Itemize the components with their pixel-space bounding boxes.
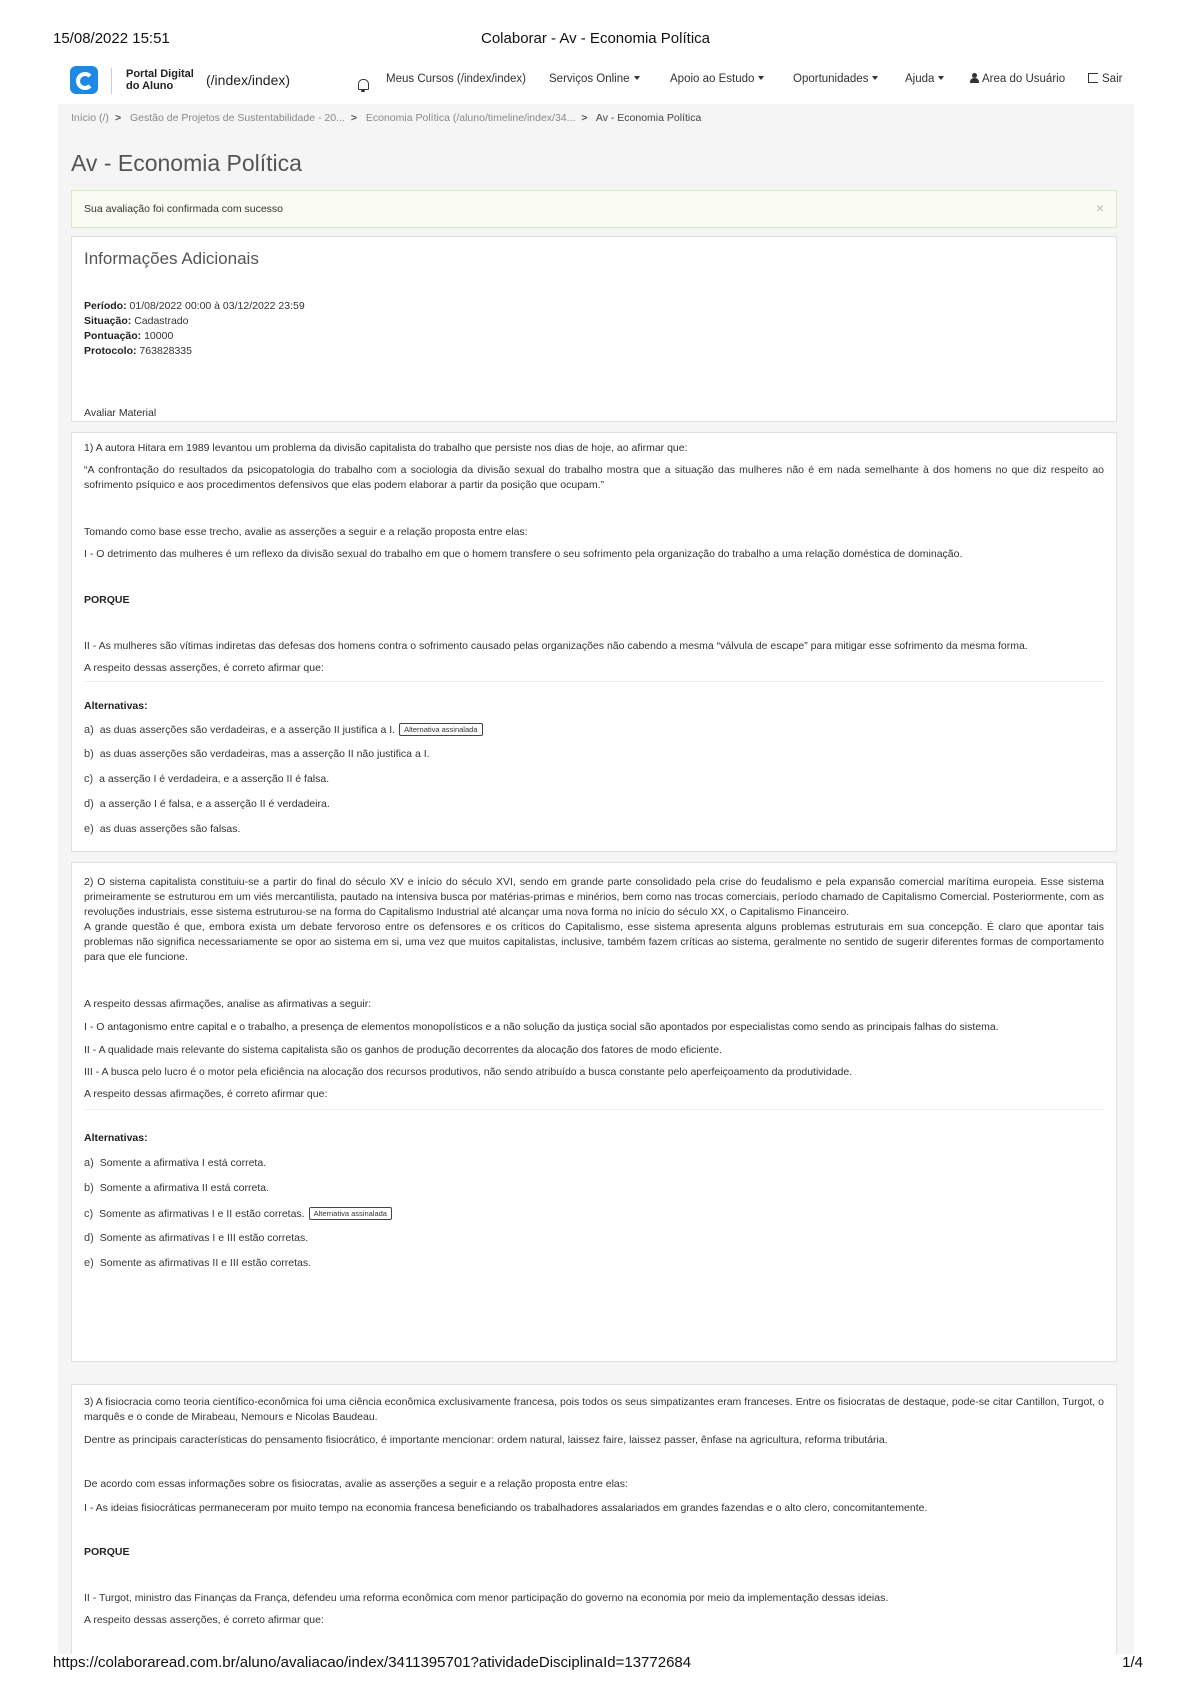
- print-header: [0, 30, 1191, 50]
- nav-label: Area do Usuário: [982, 73, 1066, 85]
- q2-statement: 2) O sistema capitalista constituiu-se a partir do final do século XV e início do século XVI, sendo em grande parte consolidado pela crise do feudalismo e pela expansão comercial marítima europeia. Esse sistema primeiramente se estruturou em um viés mercantilista, pautado na intensiva busca por matérias-primas e minérios, bem como nas trocas comerciais, período chamado de Capitalismo Comercial. Posteriormente, com as revoluções industriais, esse sistema estruturou-se na forma do Capitalismo Industrial até alcançar uma nova forma no início do século XX, o Capitalismo Financeiro.: [84, 876, 1104, 918]
- nav-ajuda[interactable]: [905, 73, 944, 85]
- q1-statement: 1) A autora Hitara em 1989 levantou um problema da divisão capitalista do trabalho que persiste nos dias de hoje, ao afirmar que:: [84, 442, 688, 454]
- q1-alternative-a[interactable]: [84, 723, 483, 736]
- caret-down-icon: [758, 76, 764, 80]
- alt-letter: c): [84, 1208, 94, 1220]
- selected-badge: Alternativa assinalada: [309, 1207, 392, 1220]
- sign-out-icon: [1088, 73, 1098, 83]
- bell-icon[interactable]: [358, 79, 369, 90]
- logo-link[interactable]: (/index/index): [206, 72, 291, 88]
- print-page-number: 1/4: [1122, 1654, 1143, 1671]
- info-panel: [71, 236, 1117, 422]
- avaliar-material-link[interactable]: Avaliar Material: [84, 407, 157, 419]
- alt-text: Somente as afirmativas I e II estão corretas.: [99, 1208, 305, 1220]
- breadcrumb: [71, 112, 701, 124]
- selected-badge: Alternativa assinalada: [399, 723, 482, 736]
- nav-label: Serviços Online: [549, 73, 630, 85]
- question-1-panel: [71, 432, 1117, 852]
- question-3-panel: [71, 1384, 1117, 1654]
- info-periodo: Período: 01/08/2022 00:00 à 03/12/2022 23:59: [84, 300, 305, 312]
- q3-assertion-1: I - As ideias fisiocráticas permaneceram por muito tempo na economia francesa beneficiando os trabalhadores assalariados em grandes fazendas e o alto clero, concomitantemente.: [84, 1502, 928, 1514]
- breadcrumb-course[interactable]: Gestão de Projetos de Sustentabilidade - 20...: [130, 112, 345, 124]
- info-details: [84, 299, 305, 359]
- alt-letter: d): [84, 1232, 94, 1244]
- q3-statement: 3) A fisiocracia como teoria científico-econômica foi uma ciência econômica exclusivamente francesa, pois todos os seus simpatizantes eram franceses. Entre os fisiocratas de destaque, pode-se citar Cantillon, Turgot, o marquês e o conde de Mirabeau, Nemours e Nicolas Baudeau.: [84, 1396, 1104, 1423]
- alt-letter: d): [84, 798, 94, 810]
- breadcrumb-separator-icon: >: [350, 112, 357, 124]
- q3-instruction: De acordo com essas informações sobre os fisiocratas, avalie as asserções a seguir e a relação proposta entre elas:: [84, 1478, 628, 1490]
- q1-porque: PORQUE: [84, 594, 130, 606]
- caret-down-icon: [938, 76, 944, 80]
- divider: [84, 1109, 1104, 1110]
- logo-text[interactable]: Portal Digital do Aluno: [126, 68, 194, 92]
- q2-statement-2: A grande questão é que, embora exista um debate fervoroso entre os defensores e os críticos do Capitalismo, esse sistema apresenta alguns problemas estruturais em sua concepção. É claro que apontar tais problemas não significa necessariamente se opor ao sistema em si, uma vez que muitos capitalistas, inclusive, também fazem críticas ao sistema, geralmente no sentido de sugerir diferentes formas de comportamento para que ele funcione.: [84, 921, 1104, 963]
- alt-text: Somente a afirmativa I está correta.: [99, 1157, 267, 1169]
- close-icon[interactable]: ×: [1095, 200, 1104, 216]
- alt-text: a asserção I é falsa, e a asserção II é verdadeira.: [99, 798, 330, 810]
- colaborar-logo-icon[interactable]: [70, 66, 98, 94]
- alt-letter: a): [84, 1157, 94, 1169]
- q3-question: A respeito dessas asserções, é correto afirmar que:: [84, 1614, 324, 1626]
- q1-quote: “A confrontação do resultados da psicopatologia do trabalho com a sociologia da divisão sexual do trabalho mostra que a situação das mulheres não é em nada semelhante à dos homens no que diz respeito ao sofrimento psíquico e aos procedimentos defensivos que elas podem elaborar a partir da posição que ocupam.”: [84, 464, 1104, 491]
- alt-letter: a): [84, 724, 94, 736]
- nav-label: Sair: [1102, 73, 1123, 85]
- print-url: https://colaboraread.com.br/aluno/avaliacao/index/3411395701?atividadeDisciplinaId=13772684: [53, 1654, 692, 1671]
- alert-message: Sua avaliação foi confirmada com sucesso: [84, 203, 284, 215]
- q1-alternative-c[interactable]: [84, 773, 329, 785]
- page-title: Av - Economia Política: [71, 150, 302, 176]
- alt-text: a asserção I é verdadeira, e a asserção II é falsa.: [99, 773, 330, 785]
- nav-label: Ajuda: [905, 73, 935, 85]
- q1-alternativas-label: Alternativas:: [84, 700, 148, 712]
- alt-text: Somente as afirmativas II e III estão corretas.: [99, 1257, 312, 1269]
- alt-text: Somente a afirmativa II está correta.: [99, 1182, 270, 1194]
- top-navbar: [58, 60, 1134, 105]
- caret-down-icon: [634, 76, 640, 80]
- breadcrumb-current: Av - Economia Política: [595, 112, 702, 124]
- alt-letter: c): [84, 773, 94, 785]
- q3-assertion-2: II - Turgot, ministro das Finanças da França, defendeu uma reforma econômica com menor participação do governo na economia por meio da implementação dessas ideias.: [84, 1592, 889, 1604]
- q1-instruction: Tomando como base esse trecho, avalie as asserções a seguir e a relação proposta entre elas:: [84, 526, 528, 538]
- info-protocolo: Protocolo: 763828335: [84, 345, 192, 357]
- q1-alternative-b[interactable]: [84, 748, 430, 760]
- caret-down-icon: [872, 76, 878, 80]
- nav-label: Oportunidades: [793, 73, 869, 85]
- alt-letter: b): [84, 1182, 94, 1194]
- q2-instruction: A respeito dessas afirmações, analise as afirmativas a seguir:: [84, 998, 372, 1010]
- nav-oportunidades[interactable]: [793, 73, 878, 85]
- q3-porque: PORQUE: [84, 1546, 130, 1558]
- q2-alternative-c[interactable]: [84, 1207, 392, 1220]
- alt-letter: b): [84, 748, 94, 760]
- q2-alternativas-label: Alternativas:: [84, 1132, 148, 1144]
- q3-statement-2: Dentre as principais características do pensamento fisiocrático, é importante mencionar: ordem natural, laissez faire, laissez passer, ênfase na agricultura, reforma tributária.: [84, 1434, 888, 1446]
- q2-affirmative-2: II - A qualidade mais relevante do sistema capitalista são os ganhos de produção decorrentes da alocação dos fatores de modo eficiente.: [84, 1044, 722, 1056]
- nav-sair[interactable]: [1088, 73, 1122, 85]
- user-icon: [970, 73, 979, 83]
- q2-affirmative-1: I - O antagonismo entre capital e o trabalho, a presença de elementos monopolísticos e a não solução da justiça social são apontados por especialistas como sendo as principais falhas do sistema.: [84, 1021, 999, 1033]
- nav-label: Apoio ao Estudo: [670, 73, 755, 85]
- q2-affirmative-3: III - A busca pelo lucro é o motor pela eficiência na alocação dos recursos produtivos, não sendo atribuído a busca constante pelo aperfeiçoamento da produtividade.: [84, 1066, 853, 1078]
- nav-servicos-online[interactable]: [549, 73, 640, 85]
- nav-apoio-estudo[interactable]: [670, 73, 764, 85]
- q2-alternative-b[interactable]: [84, 1182, 269, 1194]
- q2-question: A respeito dessas afirmações, é correto afirmar que:: [84, 1088, 328, 1100]
- breadcrumb-home[interactable]: Início (/): [71, 112, 109, 124]
- nav-meus-cursos[interactable]: [386, 73, 526, 85]
- breadcrumb-separator-icon: >: [114, 112, 122, 124]
- q1-assertion-2: II - As mulheres são vítimas indiretas das defesas dos homens contra o sofrimento causado pelas organizações não cabendo a mesma “válvula de escape” para mitigar esse sofrimento da mesma forma.: [84, 640, 1028, 652]
- q1-alternative-e[interactable]: [84, 823, 240, 835]
- q2-alternative-d[interactable]: [84, 1232, 308, 1244]
- alt-text: Somente as afirmativas I e III estão corretas.: [99, 1232, 309, 1244]
- alt-text: as duas asserções são verdadeiras, e a asserção II justifica a I.: [99, 724, 396, 736]
- logo-divider: [111, 68, 112, 94]
- alt-text: as duas asserções são verdadeiras, mas a asserção II não justifica a I.: [99, 748, 430, 760]
- q2-alternative-a[interactable]: [84, 1157, 266, 1169]
- alt-letter: e): [84, 823, 94, 835]
- q1-assertion-1: I - O detrimento das mulheres é um reflexo da divisão sexual do trabalho em que o homem transfere o seu sofrimento pela organização do trabalho a uma relação doméstica de dominação.: [84, 548, 963, 560]
- success-alert: [71, 190, 1117, 228]
- info-situacao: Situação: Cadastrado: [84, 315, 189, 327]
- divider: [84, 681, 1104, 682]
- question-2-panel: [71, 862, 1117, 1362]
- breadcrumb-discipline[interactable]: Economia Política (/aluno/timeline/index/34...: [365, 112, 576, 124]
- print-title: Colaborar - Av - Economia Política: [481, 30, 710, 47]
- info-pontuacao: Pontuação: 10000: [84, 330, 174, 342]
- info-title: Informações Adicionais: [84, 249, 259, 268]
- q2-alternative-e[interactable]: [84, 1257, 311, 1269]
- q1-alternative-d[interactable]: [84, 798, 330, 810]
- alt-text: as duas asserções são falsas.: [99, 823, 241, 835]
- alt-letter: e): [84, 1257, 94, 1269]
- print-datetime: 15/08/2022 15:51: [53, 30, 170, 47]
- nav-area-usuario[interactable]: [970, 73, 1065, 85]
- nav-label: Meus Cursos (/index/index): [386, 73, 526, 85]
- q1-question: A respeito dessas asserções, é correto afirmar que:: [84, 662, 324, 674]
- breadcrumb-separator-icon: >: [581, 112, 588, 124]
